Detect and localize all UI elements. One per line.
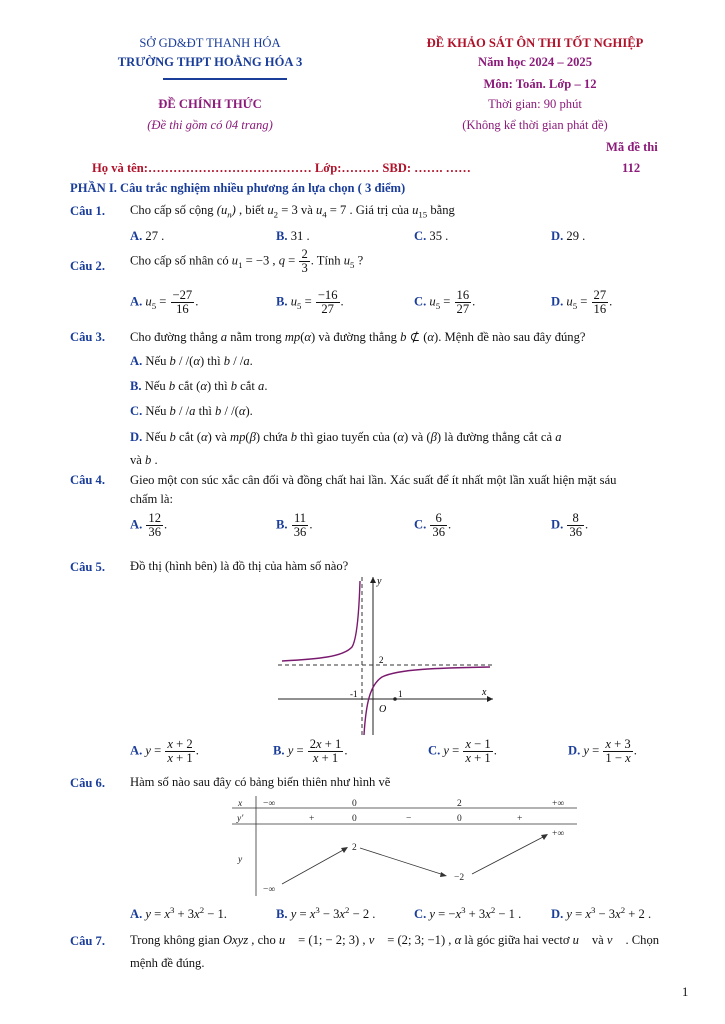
question-3-option-d-cont: và b . [130, 453, 158, 467]
question-3-option-c[interactable]: C. Nếu b / /a thì b / /(α). [130, 404, 253, 418]
question-2-text: Cho cấp số nhân có $u_1 = -3$ , q = $\frac{2}{3}$ . Tính $u_5$ ? [130, 247, 364, 276]
graph-x-label: x [482, 687, 487, 698]
table-y-label: y [238, 855, 243, 865]
question-1-option-d[interactable]: D. 29 . [551, 229, 586, 243]
table-y-min: −2 [454, 873, 465, 883]
table-y-neg-inf: −∞ [263, 885, 276, 895]
exam-code-value: 112 [622, 161, 641, 175]
graph-tick-1: 1 [398, 689, 403, 699]
question-1-option-c[interactable]: C. 35 . [414, 229, 449, 243]
question-5-option-d[interactable]: D. y = $\frac{x + 3}{1 - x}$ . [568, 737, 637, 766]
table-sign-2: − [406, 814, 412, 824]
question-4-text-cont: chấm là: [130, 492, 174, 506]
header-duration: Thời gian: 90 phút [488, 97, 582, 111]
header-exam-title: ĐỀ KHẢO SÁT ÔN THI TỐT NGHIỆP [426, 36, 644, 50]
table-y-max: 2 [352, 843, 357, 853]
question-7-text: Trong không gian Oxyz , cho u⃗ = (1; − 2; 3) , v⃗ = (2; 3; −1) , α là góc giữa hai vectơ u⃗ và v⃗ . Chọn [130, 933, 660, 947]
page-number: 1 [682, 985, 689, 999]
table-arrow-down [360, 848, 444, 875]
table-x-label: x [238, 799, 243, 809]
question-5-label: Câu 5. [70, 560, 105, 574]
table-sign-zero-1: 0 [352, 814, 357, 824]
question-6-label: Câu 6. [70, 776, 105, 790]
question-4-option-b[interactable]: B. $\frac{11}{36}$ . [276, 511, 313, 540]
question-4-option-a[interactable]: A. $\frac{12}{36}$ . [130, 511, 168, 540]
question-2-label: Câu 2. [70, 259, 105, 273]
question-4-option-d[interactable]: D. $\frac{8}{36}$ . [551, 511, 589, 540]
table-x-neg-inf: −∞ [263, 799, 276, 809]
question-2-option-b[interactable]: B. $u_5$ = $\frac{-16}{27}$ . [276, 288, 344, 317]
question-1-option-b[interactable]: B. 31 . [276, 229, 310, 243]
graph-tick-neg1: -1 [350, 689, 358, 699]
header-duration-note: (Không kể thời gian phát đề) [462, 118, 608, 132]
question-5-option-c[interactable]: C. y = $\frac{x - 1}{x + 1}$ . [428, 737, 497, 766]
header-official-label: ĐỀ CHÍNH THỨC [158, 97, 262, 111]
question-3-text: Cho đường thẳng a nằm trong mp(α) và đường thẳng b ⊄ (α). Mệnh đề nào sau đây đúng? [130, 330, 586, 344]
question-5-option-b[interactable]: B. y = $\frac{2x + 1}{x + 1}$ . [273, 737, 348, 766]
question-3-option-b[interactable]: B. Nếu b cắt (α) thì b cắt a. [130, 379, 268, 393]
question-6-option-c[interactable]: C. $y = -x^3 + 3x^2 - 1$ . [414, 905, 522, 922]
question-1-label: Câu 1. [70, 204, 105, 218]
table-arrow-up-1 [282, 849, 345, 884]
question-3-option-a[interactable]: A. Nếu b / /(α) thì b / /a. [130, 354, 253, 368]
question-1-text: Cho cấp số cộng $(u_n)$ , biết $u_2 = 3$ và $u_4 = 7$ . Giá trị của $u_{15}$ bằng [130, 203, 455, 220]
question-7-text-cont: mệnh đề đúng. [130, 956, 205, 970]
header-school-dept: SỞ GD&ĐT THANH HÓA [139, 36, 281, 50]
question-3-label: Câu 3. [70, 330, 105, 344]
table-x-2: 2 [457, 799, 462, 809]
table-arrow-up-2 [472, 836, 545, 874]
graph-y-label: y [377, 576, 382, 587]
table-x-0: 0 [352, 799, 357, 809]
curve-left-branch [282, 581, 360, 661]
variation-table [232, 796, 582, 898]
graph-origin-label: O [379, 704, 387, 715]
curve-right-branch [364, 667, 490, 735]
header-school-name: TRƯỜNG THPT HOẰNG HÓA 3 [117, 55, 303, 69]
question-6-option-b[interactable]: B. $y = x^3 - 3x^2 - 2$ . [276, 905, 376, 922]
question-2-option-a[interactable]: A. $u_5$ = $\frac{-27}{16}$ . [130, 288, 199, 317]
section-title: PHẦN I. Câu trắc nghiệm nhiều phương án lựa chọn ( 3 điểm) [70, 181, 406, 195]
header-page-count: (Đề thi gồm có 04 trang) [147, 118, 273, 132]
question-2-option-c[interactable]: C. $u_5$ = $\frac{16}{27}$ . [414, 288, 476, 317]
graph-tick-2: 2 [379, 655, 384, 665]
question-6-text: Hàm số nào sau đây có bảng biến thiên như hình vẽ [130, 775, 391, 789]
question-4-label: Câu 4. [70, 473, 105, 487]
table-x-pos-inf: +∞ [552, 799, 565, 809]
question-2-option-d[interactable]: D. $u_5$ = $\frac{27}{16}$ . [551, 288, 613, 317]
question-5-text: Đồ thị (hình bên) là đồ thị của hàm số nào? [130, 559, 349, 573]
question-5-option-a[interactable]: A. y = $\frac{x + 2}{x + 1}$ . [130, 737, 199, 766]
header-school-year: Năm học 2024 – 2025 [477, 55, 593, 69]
exam-code-label: Mã đề thi [606, 140, 658, 154]
table-sign-3: + [517, 814, 523, 824]
question-7-label: Câu 7. [70, 934, 105, 948]
table-y-pos-inf: +∞ [552, 829, 565, 839]
question-6-option-d[interactable]: D. $y = x^3 - 3x^2 + 2$ . [551, 905, 652, 922]
table-sign-zero-2: 0 [457, 814, 462, 824]
question-6-option-a[interactable]: A. $y = x^3 + 3x^2 - 1$. [130, 905, 227, 922]
table-sign-1: + [309, 814, 315, 824]
question-3-option-d[interactable]: D. Nếu b cắt (α) và mp(β) chứa b thì giao tuyến của (α) và (β) là đường thẳng cắt cả a [130, 430, 562, 444]
header-subject: Môn: Toán. Lớp – 12 [483, 77, 597, 91]
question-5-graph [278, 573, 498, 738]
student-info-line: Họ và tên:………………………………… Lớp:……… SBD: ……. …… [92, 161, 471, 175]
question-1-option-a[interactable]: A. 27 . [130, 229, 165, 243]
question-4-option-c[interactable]: C. $\frac{6}{36}$ . [414, 511, 452, 540]
question-4-text: Gieo một con súc xắc cân đối và đồng chất hai lần. Xác suất để ít nhất một lần xuất hiện mặt sáu [130, 473, 617, 487]
table-yprime-label: y' [237, 814, 244, 824]
header-divider [163, 78, 287, 80]
